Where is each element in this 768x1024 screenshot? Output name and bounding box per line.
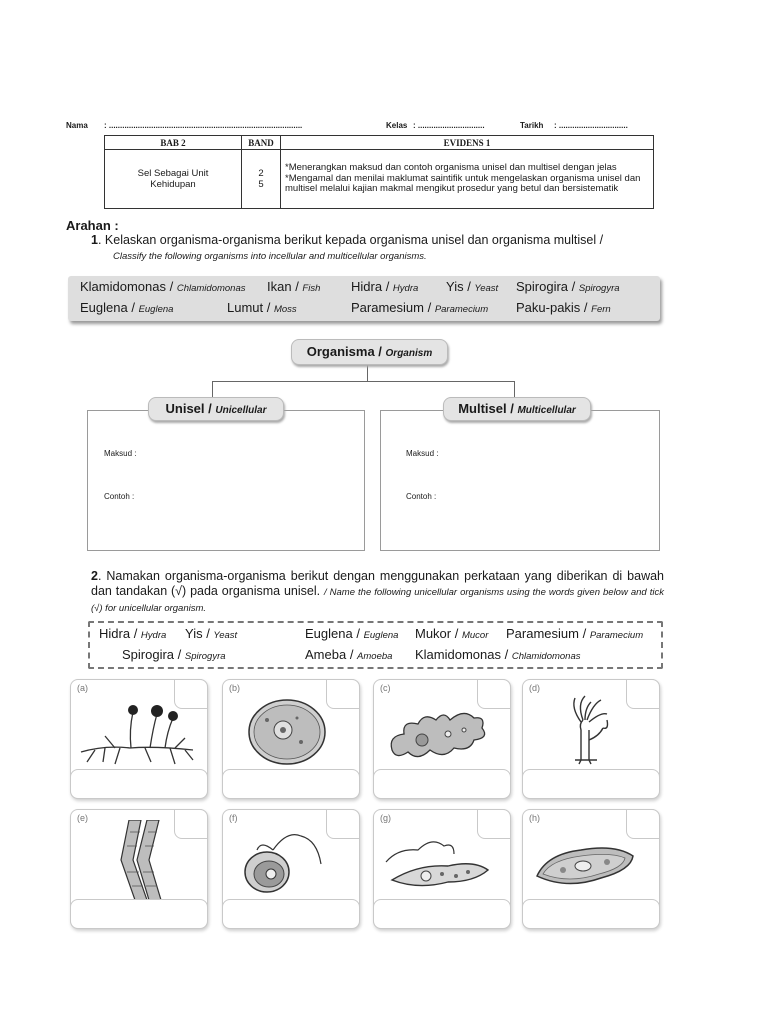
word-item: Paku-pakis / Fern [516, 300, 611, 315]
word-malay: Lumut [227, 300, 264, 315]
question-translation: / Name the following unicellular organisms using the words given below and tick (√) for unicellular organism. [91, 587, 664, 614]
word-item: Yis / Yeast [185, 626, 238, 641]
question-text: Namakan organisma-organisma berikut dengan menggunakan perkataan yang diberikan di bawah dan tandakan (√) pada organisma unisel. [91, 569, 664, 598]
node-english: Organism [385, 348, 433, 359]
node-malay: Multisel [458, 401, 507, 416]
contoh-label-unicellular: Contoh : [104, 492, 135, 501]
tick-box[interactable] [477, 809, 511, 839]
answer-field[interactable] [222, 899, 360, 929]
question-translation: Classify the following organisms into incellular and multicellular organisms. [113, 251, 427, 262]
organism-card-c [373, 679, 511, 799]
word-malay: Hidra [99, 626, 131, 641]
question-number: 1 [91, 233, 98, 247]
answer-field[interactable] [373, 899, 511, 929]
word-item: Ikan / Fish [267, 279, 321, 294]
connector-line [212, 381, 515, 382]
organism-card-g [373, 809, 511, 929]
card-label: (h) [529, 813, 540, 823]
nama-field[interactable]: : ....................................................................................... [104, 121, 303, 130]
word-english: Yeast [213, 630, 238, 641]
kelas-field[interactable]: : .............................. [413, 121, 485, 130]
multicellular-node: Multisel / Multicellular [443, 397, 591, 421]
maksud-label-unicellular: Maksud : [104, 449, 137, 458]
question-text: Kelaskan organisma-organisma berikut kepada organisma unisel dan organisma multisel / [104, 233, 604, 247]
word-english: Fern [591, 304, 611, 315]
word-english: Euglena [138, 304, 174, 315]
tarikh-field[interactable]: : ............................... [554, 121, 628, 130]
tick-box[interactable] [326, 679, 360, 709]
unicellular-node: Unisel / Unicellular [148, 397, 284, 421]
card-label: (c) [380, 683, 391, 693]
node-english: Unicellular [215, 405, 267, 416]
evidence-line: *Menerangkan maksud dan contoh organisma unisel dan multisel dengan jelas [285, 162, 617, 174]
kelas-label: Kelas [386, 121, 408, 130]
word-item: Euglena / Euglena [305, 626, 399, 641]
node-english: Multicellular [517, 405, 576, 416]
answer-field[interactable] [522, 899, 660, 929]
sporangium-icon [151, 705, 163, 717]
word-english: Hydra [392, 283, 419, 294]
word-item: Klamidomonas / Chlamidomonas [80, 279, 246, 294]
header-bab: BAB 2 [105, 136, 242, 150]
answer-field[interactable] [373, 769, 511, 799]
answer-field[interactable] [222, 769, 360, 799]
card-label: (a) [77, 683, 88, 693]
multicellular-panel [380, 410, 660, 551]
word-item: Spirogira / Spirogyra [516, 279, 620, 294]
word-english: Spirogyra [578, 283, 620, 294]
word-malay: Mukor [415, 626, 452, 641]
word-english: Mucor [461, 630, 489, 641]
organism-card-e [70, 809, 208, 929]
word-malay: Paku-pakis [516, 300, 581, 315]
answer-field[interactable] [522, 769, 660, 799]
word-english: Amoeba [357, 651, 393, 662]
evidence-line: *Mengamal dan menilai maklumat saintifik untuk mengelaskan organisma unisel dan multisel melalui kajian makmal mengikut prosedur yang betul dan bersistematik [285, 172, 641, 195]
question-number: 2 [91, 569, 98, 583]
node-malay: Unisel [165, 401, 205, 416]
word-english: Spirogyra [184, 651, 226, 662]
word-english: Paramecium [589, 630, 644, 641]
word-item: Yis / Yeast [446, 279, 499, 294]
word-malay: Euglena [80, 300, 128, 315]
answer-field[interactable] [70, 899, 208, 929]
organism-card-a [70, 679, 208, 799]
tick-box[interactable] [174, 679, 208, 709]
question-2: 2. Namakan organisma-organisma berikut dengan menggunakan perkataan yang diberikan di bawah dan tandakan (√) pada organisma unisel. / Name the following unicellular organisms using the words given below and tick (√) for unicellular organism. [91, 569, 664, 614]
word-english: Paramecium [434, 304, 489, 315]
word-item: Euglena / Euglena [80, 300, 174, 315]
organism-card-h [522, 809, 660, 929]
answer-field[interactable] [70, 769, 208, 799]
word-english: Euglena [363, 630, 399, 641]
word-malay: Klamidomonas [415, 647, 501, 662]
tick-box[interactable] [326, 809, 360, 839]
word-malay: Klamidomonas [80, 279, 166, 294]
header-evidens: EVIDENS 1 [281, 136, 654, 150]
word-item: Paramesium / Paramecium [506, 626, 644, 641]
word-malay: Hidra [351, 279, 383, 294]
word-malay: Spirogira [122, 647, 175, 662]
nama-label: Nama [66, 121, 88, 130]
band-value: 5 [258, 179, 264, 190]
question-1: 1. Kelaskan organisma-organisma berikut kepada organisma unisel dan organisma multisel / [91, 233, 604, 247]
tarikh-label: Tarikh [520, 121, 544, 130]
tick-box[interactable] [626, 809, 660, 839]
word-malay: Yis [185, 626, 203, 641]
topic-cell: Sel Sebagai Unit Kehidupan [105, 150, 242, 209]
maksud-label-multicellular: Maksud : [406, 449, 439, 458]
word-bank-2 [88, 621, 663, 669]
unicellular-panel [87, 410, 365, 551]
word-item: Lumut / Moss [227, 300, 297, 315]
organism-card-f [222, 809, 360, 929]
word-malay: Spirogira [516, 279, 569, 294]
band-cell [242, 150, 281, 209]
card-label: (b) [229, 683, 240, 693]
instructions-heading: Arahan : [66, 218, 119, 233]
contoh-label-multicellular: Contoh : [406, 492, 437, 501]
word-item: Ameba / Amoeba [305, 647, 393, 662]
node-malay: Organisma [306, 344, 375, 359]
word-item: Spirogira / Spirogyra [122, 647, 226, 662]
word-item: Hidra / Hydra [351, 279, 419, 294]
evidence-cell [281, 150, 654, 209]
sporangium-icon [128, 705, 138, 715]
word-malay: Euglena [305, 626, 353, 641]
organism-card-b [222, 679, 360, 799]
header-band: BAND [242, 136, 281, 150]
card-label: (e) [77, 813, 88, 823]
organism-card-d [522, 679, 660, 799]
word-english: Moss [273, 304, 297, 315]
word-malay: Ameba [305, 647, 347, 662]
tick-box[interactable] [477, 679, 511, 709]
word-item: Mukor / Mucor [415, 626, 489, 641]
word-bank-1 [68, 276, 660, 321]
band-value: 2 [258, 168, 264, 179]
card-label: (g) [380, 813, 391, 823]
tick-box[interactable] [174, 809, 208, 839]
word-english: Yeast [474, 283, 499, 294]
band-table [104, 135, 654, 209]
word-malay: Yis [446, 279, 464, 294]
word-malay: Ikan [267, 279, 292, 294]
card-label: (d) [529, 683, 540, 693]
word-english: Chlamidomonas [511, 651, 581, 662]
word-item: Klamidomonas / Chlamidomonas [415, 647, 581, 662]
organism-root-node: Organisma / Organism [291, 339, 448, 365]
card-label: (f) [229, 813, 238, 823]
word-malay: Paramesium [506, 626, 579, 641]
word-english: Hydra [140, 630, 167, 641]
word-english: Chlamidomonas [176, 283, 246, 294]
word-item: Hidra / Hydra [99, 626, 167, 641]
word-english: Fish [302, 283, 321, 294]
word-malay: Paramesium [351, 300, 424, 315]
word-item: Paramesium / Paramecium [351, 300, 489, 315]
tick-box[interactable] [626, 679, 660, 709]
sporangium-icon [168, 711, 178, 721]
